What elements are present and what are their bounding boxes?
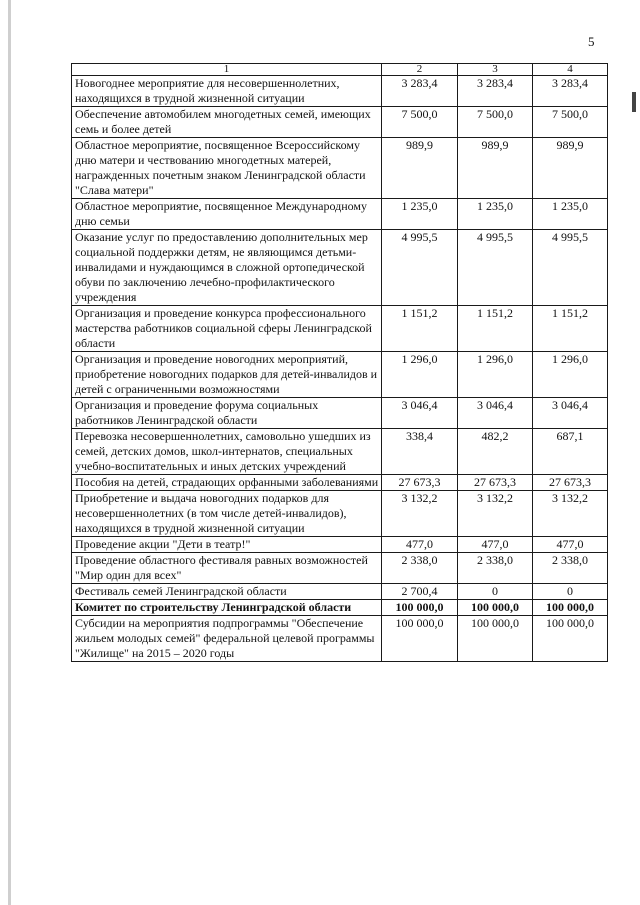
row-name: Фестиваль семей Ленинградской области bbox=[72, 584, 382, 600]
table-row bbox=[72, 398, 608, 429]
row-value-col3: 482,2 bbox=[458, 429, 533, 475]
table-row bbox=[72, 107, 608, 138]
row-value-col3: 3 283,4 bbox=[458, 76, 533, 107]
row-value-col4: 687,1 bbox=[533, 429, 608, 475]
row-value-col2: 3 132,2 bbox=[382, 491, 458, 537]
row-value-col4: 1 296,0 bbox=[533, 352, 608, 398]
row-value-col2: 100 000,0 bbox=[382, 616, 458, 662]
column-header-1: 1 bbox=[72, 64, 382, 76]
row-value-col2: 7 500,0 bbox=[382, 107, 458, 138]
row-name: Новогоднее мероприятие для несовершеннолетних, находящихся в трудной жизненной ситуации bbox=[72, 76, 382, 107]
row-name: Перевозка несовершеннолетних, самовольно ушедших из семей, детских домов, школ-интернатов, специальных учебно-воспитательных и иных детских учреждений bbox=[72, 429, 382, 475]
row-name: Субсидии на мероприятия подпрограммы "Обеспечение жильем молодых семей" федеральной целевой программы "Жилище" на 2015 – 2020 годы bbox=[72, 616, 382, 662]
column-header-2: 2 bbox=[382, 64, 458, 76]
row-value-col4: 3 283,4 bbox=[533, 76, 608, 107]
row-value-col3: 989,9 bbox=[458, 138, 533, 199]
row-value-col3: 477,0 bbox=[458, 537, 533, 553]
row-value-col3: 1 235,0 bbox=[458, 199, 533, 230]
table-row bbox=[72, 537, 608, 553]
table-row-committee-total bbox=[72, 600, 608, 616]
table-row bbox=[72, 616, 608, 662]
row-value-col2: 2 700,4 bbox=[382, 584, 458, 600]
row-value-col2: 3 046,4 bbox=[382, 398, 458, 429]
row-value-col4: 3 132,2 bbox=[533, 491, 608, 537]
row-value-col2: 4 995,5 bbox=[382, 230, 458, 306]
table-row bbox=[72, 76, 608, 107]
table-header-row bbox=[72, 64, 608, 76]
table-row bbox=[72, 491, 608, 537]
row-value-col3: 4 995,5 bbox=[458, 230, 533, 306]
scan-margin-mark bbox=[632, 92, 636, 112]
row-value-col4: 1 235,0 bbox=[533, 199, 608, 230]
row-value-col3: 100 000,0 bbox=[458, 600, 533, 616]
row-value-col2: 1 151,2 bbox=[382, 306, 458, 352]
table-row bbox=[72, 475, 608, 491]
table-row bbox=[72, 429, 608, 475]
row-value-col2: 3 283,4 bbox=[382, 76, 458, 107]
table-row bbox=[72, 584, 608, 600]
row-value-col3: 27 673,3 bbox=[458, 475, 533, 491]
row-value-col4: 477,0 bbox=[533, 537, 608, 553]
row-value-col2: 2 338,0 bbox=[382, 553, 458, 584]
row-value-col4: 1 151,2 bbox=[533, 306, 608, 352]
row-value-col4: 4 995,5 bbox=[533, 230, 608, 306]
row-name: Проведение акции "Дети в театр!" bbox=[72, 537, 382, 553]
row-value-col4: 0 bbox=[533, 584, 608, 600]
row-value-col4: 100 000,0 bbox=[533, 616, 608, 662]
row-name: Приобретение и выдача новогодних подарков для несовершеннолетних (в том числе детей-инвалидов), находящихся в трудной жизненной ситуации bbox=[72, 491, 382, 537]
row-value-col3: 1 296,0 bbox=[458, 352, 533, 398]
budget-table bbox=[71, 63, 608, 662]
row-name: Организация и проведение конкурса профессионального мастерства работников социальной сферы Ленинградской области bbox=[72, 306, 382, 352]
row-name: Обеспечение автомобилем многодетных семей, имеющих семь и более детей bbox=[72, 107, 382, 138]
row-value-col3: 3 046,4 bbox=[458, 398, 533, 429]
row-value-col2: 338,4 bbox=[382, 429, 458, 475]
column-header-4: 4 bbox=[533, 64, 608, 76]
row-name: Организация и проведение форума социальных работников Ленинградской области bbox=[72, 398, 382, 429]
table-row bbox=[72, 230, 608, 306]
row-value-col2: 1 296,0 bbox=[382, 352, 458, 398]
row-name: Проведение областного фестиваля равных возможностей "Мир один для всех" bbox=[72, 553, 382, 584]
row-name: Областное мероприятие, посвященное Международному дню семьи bbox=[72, 199, 382, 230]
row-value-col3: 0 bbox=[458, 584, 533, 600]
row-value-col4: 7 500,0 bbox=[533, 107, 608, 138]
row-value-col4: 2 338,0 bbox=[533, 553, 608, 584]
table-row bbox=[72, 199, 608, 230]
row-value-col2: 989,9 bbox=[382, 138, 458, 199]
row-name: Пособия на детей, страдающих орфанными заболеваниями bbox=[72, 475, 382, 491]
row-value-col4: 27 673,3 bbox=[533, 475, 608, 491]
row-value-col3: 2 338,0 bbox=[458, 553, 533, 584]
table-row bbox=[72, 138, 608, 199]
table-row bbox=[72, 553, 608, 584]
table-row bbox=[72, 306, 608, 352]
row-name: Организация и проведение новогодних мероприятий, приобретение новогодних подарков для детей-инвалидов и детей с ограниченными возможностями bbox=[72, 352, 382, 398]
row-value-col3: 7 500,0 bbox=[458, 107, 533, 138]
row-name: Областное мероприятие, посвященное Всероссийскому дню матери и чествованию многодетных матерей, награжденных почетным знаком Ленинградской области "Слава матери" bbox=[72, 138, 382, 199]
scan-left-edge bbox=[8, 0, 11, 905]
row-value-col3: 1 151,2 bbox=[458, 306, 533, 352]
row-name: Оказание услуг по предоставлению дополнительных мер социальной поддержки детям, не являющимся детьми-инвалидами и нуждающимся в сложной ортопедической обуви по заключению лечебно-профилактического учреждения bbox=[72, 230, 382, 306]
row-value-col4: 3 046,4 bbox=[533, 398, 608, 429]
row-value-col2: 1 235,0 bbox=[382, 199, 458, 230]
row-value-col2: 100 000,0 bbox=[382, 600, 458, 616]
row-value-col4: 100 000,0 bbox=[533, 600, 608, 616]
row-value-col2: 477,0 bbox=[382, 537, 458, 553]
row-name: Комитет по строительству Ленинградской области bbox=[72, 600, 382, 616]
table-row bbox=[72, 352, 608, 398]
column-header-3: 3 bbox=[458, 64, 533, 76]
row-value-col3: 3 132,2 bbox=[458, 491, 533, 537]
row-value-col4: 989,9 bbox=[533, 138, 608, 199]
row-value-col3: 100 000,0 bbox=[458, 616, 533, 662]
row-value-col2: 27 673,3 bbox=[382, 475, 458, 491]
page-number: 5 bbox=[588, 34, 595, 49]
